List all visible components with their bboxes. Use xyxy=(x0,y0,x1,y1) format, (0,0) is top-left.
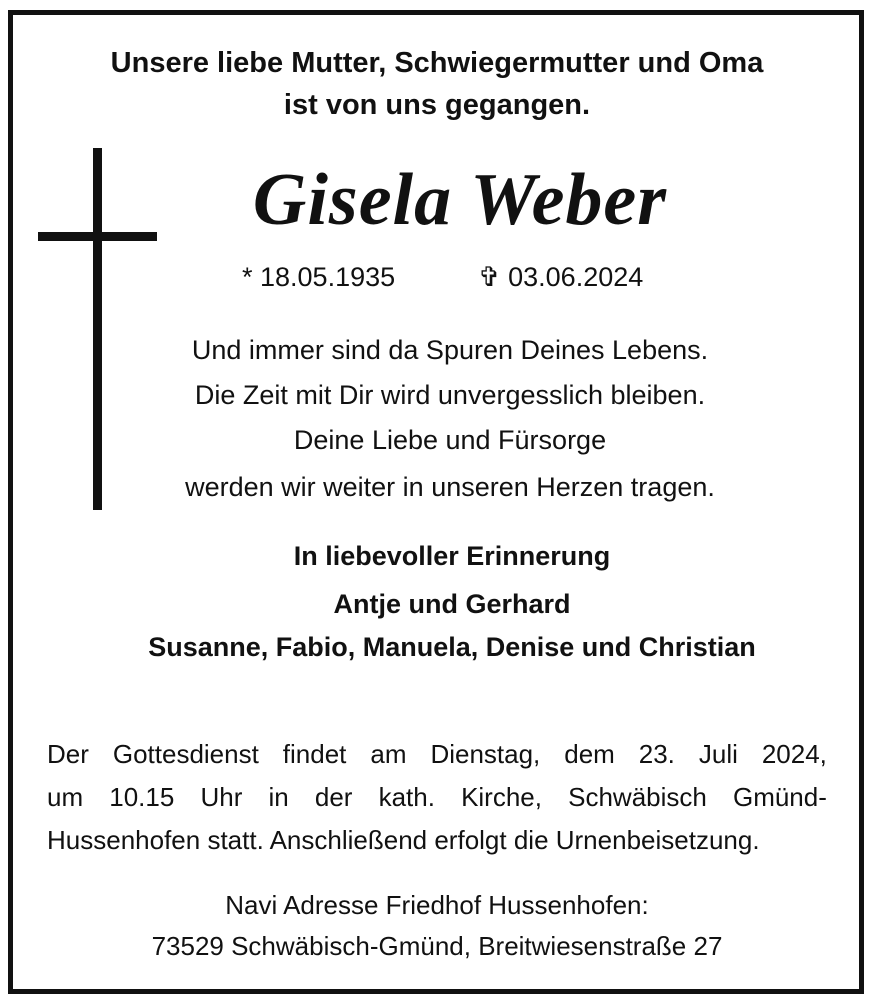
service-line-2 xyxy=(47,776,827,819)
service-word: Juli xyxy=(698,739,738,769)
verse-line-1: Und immer sind da Spuren Deines Lebens. xyxy=(191,335,709,365)
service-word: Gmünd- xyxy=(732,782,827,812)
memorial-heading: In liebevoller Erinnerung xyxy=(293,541,611,571)
service-word: 23. xyxy=(638,739,675,769)
header-line-2: ist von uns gegangen. xyxy=(283,89,591,121)
birth-date: * 18.05.1935 xyxy=(242,262,396,292)
deceased-name: Gisela Weber xyxy=(252,159,668,241)
service-word: 2024, xyxy=(761,739,827,769)
service-word: Der xyxy=(47,739,89,769)
death-date: ✞ 03.06.2024 xyxy=(478,262,644,292)
address-heading: Navi Adresse Friedhof Hussenhofen: xyxy=(225,890,649,920)
cross-horizontal-bar xyxy=(38,232,157,241)
family-names-1: Antje und Gerhard xyxy=(333,589,571,619)
service-word: Schwäbisch xyxy=(568,782,707,812)
service-line-3: Hussenhofen statt. Anschließend erfolgt die Urnenbeisetzung. xyxy=(47,825,760,855)
service-word: am xyxy=(370,739,407,769)
cemetery-address: 73529 Schwäbisch-Gmünd, Breitwiesenstraße 27 xyxy=(151,931,723,961)
service-word: in xyxy=(268,782,289,812)
service-word: findet xyxy=(282,739,347,769)
service-word: kath. xyxy=(378,782,435,812)
cross-vertical-bar xyxy=(93,148,102,510)
service-word: Dienstag, xyxy=(430,739,541,769)
header-line-1: Unsere liebe Mutter, Schwiegermutter und Oma xyxy=(110,47,764,79)
family-names-2: Susanne, Fabio, Manuela, Denise und Christian xyxy=(148,632,756,662)
service-word: Gottesdienst xyxy=(112,739,259,769)
service-word: Uhr xyxy=(200,782,243,812)
service-word: der xyxy=(314,782,353,812)
verse-line-2: Die Zeit mit Dir wird unvergesslich bleiben. xyxy=(194,380,706,410)
verse-line-3: Deine Liebe und Fürsorge xyxy=(293,425,607,455)
service-word: um xyxy=(47,782,84,812)
verse-line-4: werden wir weiter in unseren Herzen tragen. xyxy=(185,472,715,502)
service-word: dem xyxy=(564,739,615,769)
service-line-1 xyxy=(47,733,827,776)
service-word: 10.15 xyxy=(109,782,175,812)
service-word: Kirche, xyxy=(461,782,542,812)
